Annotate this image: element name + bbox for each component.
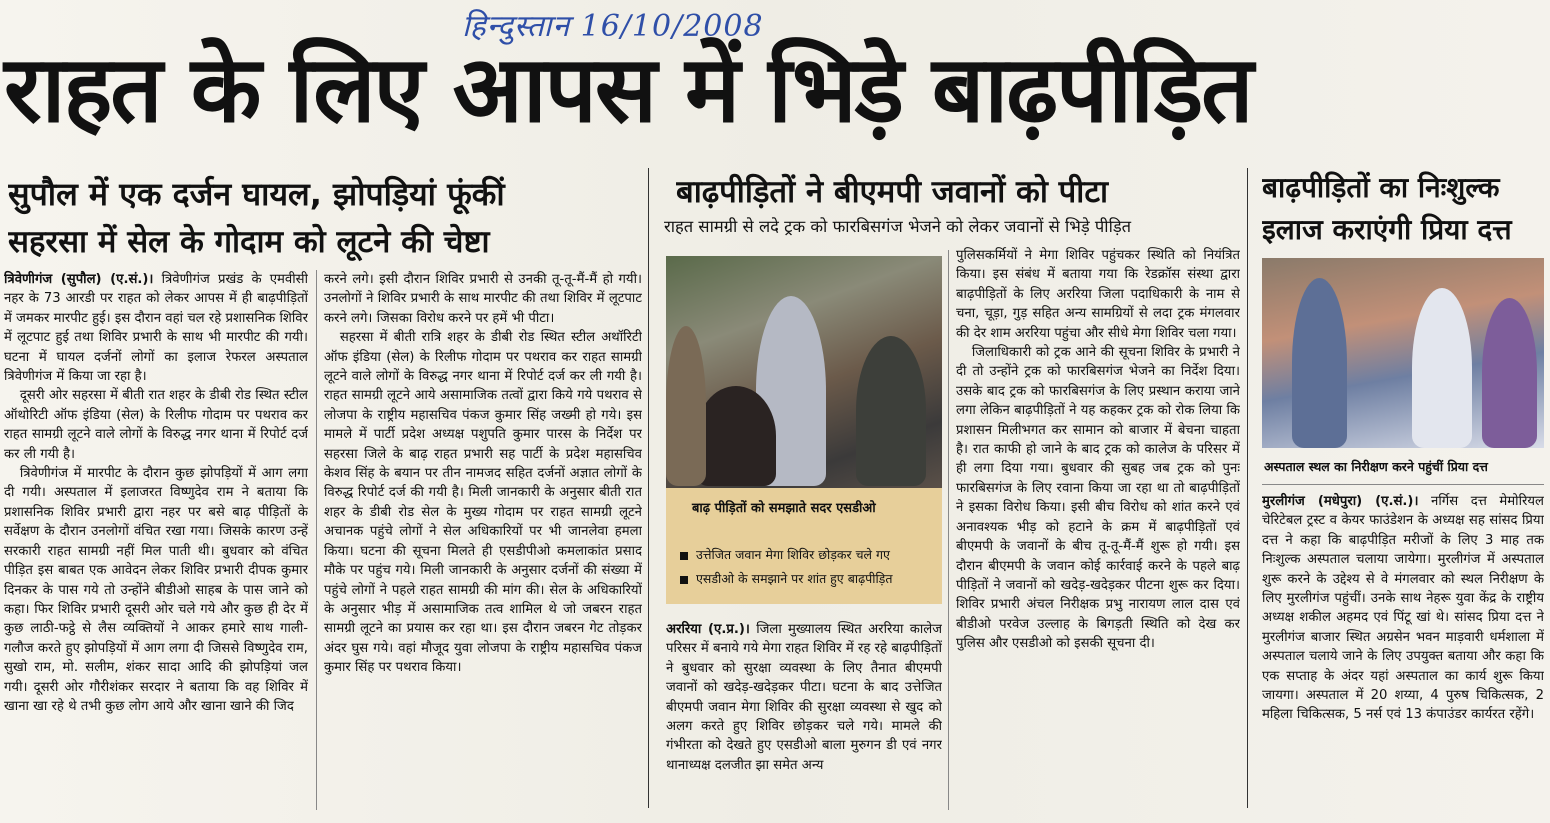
story2-paragraph: जिलाधिकारी को ट्रक आने की सूचना शिविर के प्रभारी ने दी तो उन्होंने ट्रक को फारबिसगंज भेजने का निर्देश दिया। उसके बाद ट्रक को फारबिसगंज के लिए प्रस्थान कराया जाने लगा लेकिन बाढ़पीड़ितों ने यह कहकर ट्रक को रोक लिया कि प्रशासन मिलीभगत कर सामान को बाजार में बेचना चाहता है। रात काफी हो जाने के बाद ट्रक को कालेज के परिसर में ही लगा दिया गया। बुधवार की सुबह जब ट्रक को पुनः फारबिसगंज के लिए रवाना किया जा रहा था तो बाढ़पीड़ितों ने इसका विरोध किया। इसी बीच विरोध को शांत करने एवं अनावश्यक भीड़ को हटाने के क्रम में बाढ़पीड़ितों एवं बीएमपी के जवानों के बीच तू-तू-मैं-मैं शुरू हो गयी। इस दौरान बीएमपी के जवान कोई कार्रवाई करने के पहले बाढ़ पीड़ितों ने जवानों को खदेड़-खदेड़कर पीटना शुरू कर दिया। शिविर प्रभारी अंचल निरीक्षक प्रभु नारायण लाल दास एवं बीडीओ परवेज उल्लाह के बिगड़ती स्थिति को देख कर पुलिस और एसडीओ को इसकी सूचना दी। [956, 345, 1240, 652]
story2-dateline: अररिया (ए.प्र.)। [666, 622, 750, 637]
photo-figure [856, 336, 926, 486]
story2-photo [666, 256, 942, 488]
story3-photo-caption: अस्पताल स्थल का निरीक्षण करने पहुंचीं प्रिया दत्त [1264, 459, 1488, 474]
handwritten-date-note: हिन्दुस्तान 16/10/2008 [462, 9, 764, 44]
photo-figure [666, 326, 706, 486]
story3-caption-rule [1262, 484, 1544, 485]
photo-figure [1482, 298, 1537, 448]
story2-paragraph: जिला मुख्यालय स्थित अररिया कालेज परिसर में बनाये गये मेगा राहत शिविर में रह रहे बाढ़पीड़ितों ने बुधवार को सुरक्षा व्यवस्था के लिए तैनात बीएमपी जवानों को खदेड़-खदेड़कर पीटा। घटना के बाद उत्तेजित बीएमपी जवान मेगा शिविर की सुरक्षा व्यवस्था से खुद को अलग करते हुए शिविर छोड़कर चले गये। मामले की गंभीरता को देखते हुए एसडीओ बाला मुरुगन डी एवं नगर थानाध्यक्ष दलजीत झा समेत अन्य [666, 622, 942, 773]
story3-paragraph: नर्गिस दत्त मेमोरियल चेरिटेबल ट्रस्ट व केयर फाउंडेशन के अध्यक्ष सह सांसद प्रिया दत्त ने कहा कि बाढ़पीड़ित मरीजों के लिए 3 माह तक निःशुल्क अस्पताल चलाया जायेगा। मुरलीगंज में अस्पताल शुरू करने के उद्देश्य से वे मंगलवार को स्थल निरीक्षण के लिए मुरलीगंज पहुंचीं। उनके साथ नेहरू युवा केंद्र के राष्ट्रीय अध्यक्ष शकील अहमद एवं पिंटू खां थे। सांसद प्रिया दत्त ने मुरलीगंज बाजार स्थित अग्रसेन भवन माड़वारी धर्मशाला में अस्पताल चलाये जाने के लिए उपयुक्त बताया और कहा कि एक सप्ताह के अंदर यहां अस्पताल का कार्य शुरू किया जायगा। अस्पताल में 20 शय्या, 4 पुरुष चिकित्सक, 2 महिला चिकित्सक, 5 नर्स एवं 13 कंपाउंडर कार्यरत रहेंगे। [1262, 494, 1544, 723]
story3-heading-line2: इलाज कराएंगी प्रिया दत्त [1262, 213, 1512, 246]
bullet-square-icon [680, 576, 688, 584]
story2-heading: बाढ़पीड़ितों ने बीएमपी जवानों को पीटा [676, 174, 1108, 210]
story3-photo [1262, 258, 1544, 448]
story2-column1 [666, 620, 942, 810]
photo-figure [1292, 278, 1347, 448]
story1-paragraph: करने लगे। इसी दौरान शिविर प्रभारी से उनकी तू-तू-मैं-मैं हो गयी। उनलोगों ने शिविर प्रभारी के साथ मारपीट की तथा शिविर में लूटपाट करने लगे। जिसका विरोध करने पर हमें भी पीटा। [324, 272, 642, 326]
story3-dateline: मुरलीगंज (मधेपुरा) (ए.सं.)। [1262, 494, 1419, 509]
story1-dateline: त्रिवेणीगंज (सुपौल) (ए.सं.)। [4, 272, 154, 287]
story2-highlight: उत्तेजित जवान मेगा शिविर छोड़कर चले गए [680, 546, 890, 563]
divider-story1-cols [316, 270, 317, 810]
main-headline: राहत के लिए आपस में भिड़े बाढ़पीड़ित [4, 36, 1252, 143]
story1-paragraph: त्रिवेणीगंज में मारपीट के दौरान कुछ झोपड़ियों में आग लगा दी गयी। अस्पताल में इलाजरत विष्णुदेव राम ने बताया कि प्रशासनिक शिविर प्रभारी द्वारा नहर पर बसे बाढ़ पीड़ितों के सर्वेक्षण के दौरान उनलोगों वंचित रखा गया। जिसके कारण उन्हें सरकारी राहत सामग्री नहीं मिल पाती थी। बुधवार को वंचित पीड़ित इस बाबत एक आवेदन लेकर शिविर प्रभारी दीपक कुमार दिनकर के पास गये तो उन्होंने बीडीओ साहब के पास जाने को कहा। फिर शिविर प्रभारी दूसरी ओर चले गये और कुछ ही देर में कुछ लाठी-फट्ठे से लैस व्यक्तियों ने आकर हमारे साथ गाली-गलौज करते हुए झोपड़ियों में आग लगा दी जिससे विष्णुदेव राम, सुखो राम, मो. सलीम, शंकर सादा आदि की झोपड़ियां जल गयी। दूसरी ओर गौरीशंकर सरदार ने बताया कि वह शिविर में खाना खा रहे थे तभी कुछ लोग आये और खाना खाने की जिद [4, 466, 308, 714]
story1-paragraph: सहरसा में बीती रात्रि शहर के डीबी रोड स्थित स्टील अथॉरिटी ऑफ इंडिया (सेल) के रिलीफ गोदाम पर पथराव कर राहत सामग्री लूटने वाले लोगों के विरुद्ध नगर थाना में रिपोर्ट दर्ज कर ली गयी है। राहत सामग्री लूटने आये असामाजिक तत्वों द्वारा किये गये पथराव से लोजपा के राष्ट्रीय महासचिव पंकज कुमार सिंह जख्मी हो गये। इस मामले में पार्टी प्रदेश अध्यक्ष पशुपति कुमार पारस के निर्देश पर सहरसा जिले के बाढ़ राहत प्रभारी सह पार्टी के प्रदेश महासचिव केशव सिंह के बयान पर तीन नामजद सहित दर्जनों अज्ञात लोगों के विरुद्ध रिपोर्ट दर्ज की गयी है। मिली जानकारी के अनुसार बीती रात शहर के डीबी रोड सेल के मुख्य गोदाम पर राहत सामग्री लूटने अचानक पहुंचे लोगों ने सेल अधिकारियों पर भी जानलेवा हमला किया। घटना की सूचना मिलते ही एसडीपीओ कमलाकांत प्रसाद मौके पर पहुंच गये। मिली जानकारी के अनुसार दर्जनों की संख्या में पहुंचे लोगों ने पहले राहत सामग्री की मांग की। सेल के अधिकारियों के अनुसार भीड़ में असामाजिक तत्व शामिल थे जो जबरन राहत सामग्री लूटने का प्रयास कर रहा था। इस दौरान जबरन गेट तोड़कर अंदर घुस गये। वहां मौजूद युवा लोजपा के राष्ट्रीय महासचिव पंकज कुमार सिंह पर पथराव किया। [324, 330, 642, 676]
story1-column2 [324, 270, 642, 810]
story1-paragraph: दूसरी ओर सहरसा में बीती रात शहर के डीबी रोड स्थित स्टील ऑथोरिटी ऑफ इंडिया (सेल) के रिलीफ गोदाम पर पथराव कर राहत सामग्री लूटने वाले लोगों के विरुद्ध नगर थाना में रिपोर्ट दर्ज कर ली गयी है। [4, 388, 308, 462]
story3-heading-line1: बाढ़पीड़ितों का निःशुल्क [1262, 171, 1500, 204]
divider-left [648, 168, 649, 808]
divider-right [1247, 168, 1248, 808]
story1-column1 [4, 270, 308, 810]
bullet-square-icon [680, 552, 688, 560]
story2-column2 [956, 246, 1240, 812]
photo-figure [1412, 288, 1472, 448]
story2-highlight: एसडीओ के समझाने पर शांत हुए बाढ़पीड़ित [680, 570, 893, 587]
story1-paragraph: त्रिवेणीगंज प्रखंड के एमवीसी नहर के 73 आरडी पर राहत को लेकर आपस में ही बाढ़पीड़ितों में जमकर मारपीट हुई। इस दौरान वहां चल रहे प्रशासनिक शिविर में लूटपाट हुई तथा शिविर प्रभारी के साथ भी मारपीट की गयी। घटना में घायल दर्जनों लोगों का इलाज रेफरल अस्पताल त्रिवेणीगंज में किया जा रहा है। [4, 272, 308, 385]
photo-figure [696, 386, 776, 486]
divider-story2-cols [948, 250, 949, 810]
story1-heading: सुपौल में एक दर्जन घायल, झोपड़ियां फूंकीं [8, 175, 505, 213]
story2-subheading: राहत सामग्री से लदे ट्रक को फारबिसगंज भेजने को लेकर जवानों से भिड़े पीड़ित [664, 217, 1132, 236]
story2-photo-caption: बाढ़ पीड़ितों को समझाते सदर एसडीओ [692, 501, 876, 516]
story1-subheading: सहरसा में सेल के गोदाम को लूटने की चेष्टा [8, 224, 490, 260]
story3-column [1262, 492, 1544, 810]
story2-paragraph: पुलिसकर्मियों ने मेगा शिविर पहुंचकर स्थिति को नियंत्रित किया। इस संबंध में बताया गया कि रेडक्रॉस संस्था द्वारा बाढ़पीड़ितों के लिए अररिया जिला पदाधिकारी के नाम से चना, चूड़ा, गुड़ सहित अन्य सामग्रियों से लदा ट्रक मंगलवार की देर शाम अररिया पहुंचा और सीधे मेगा शिविर चला गया। [956, 248, 1240, 341]
